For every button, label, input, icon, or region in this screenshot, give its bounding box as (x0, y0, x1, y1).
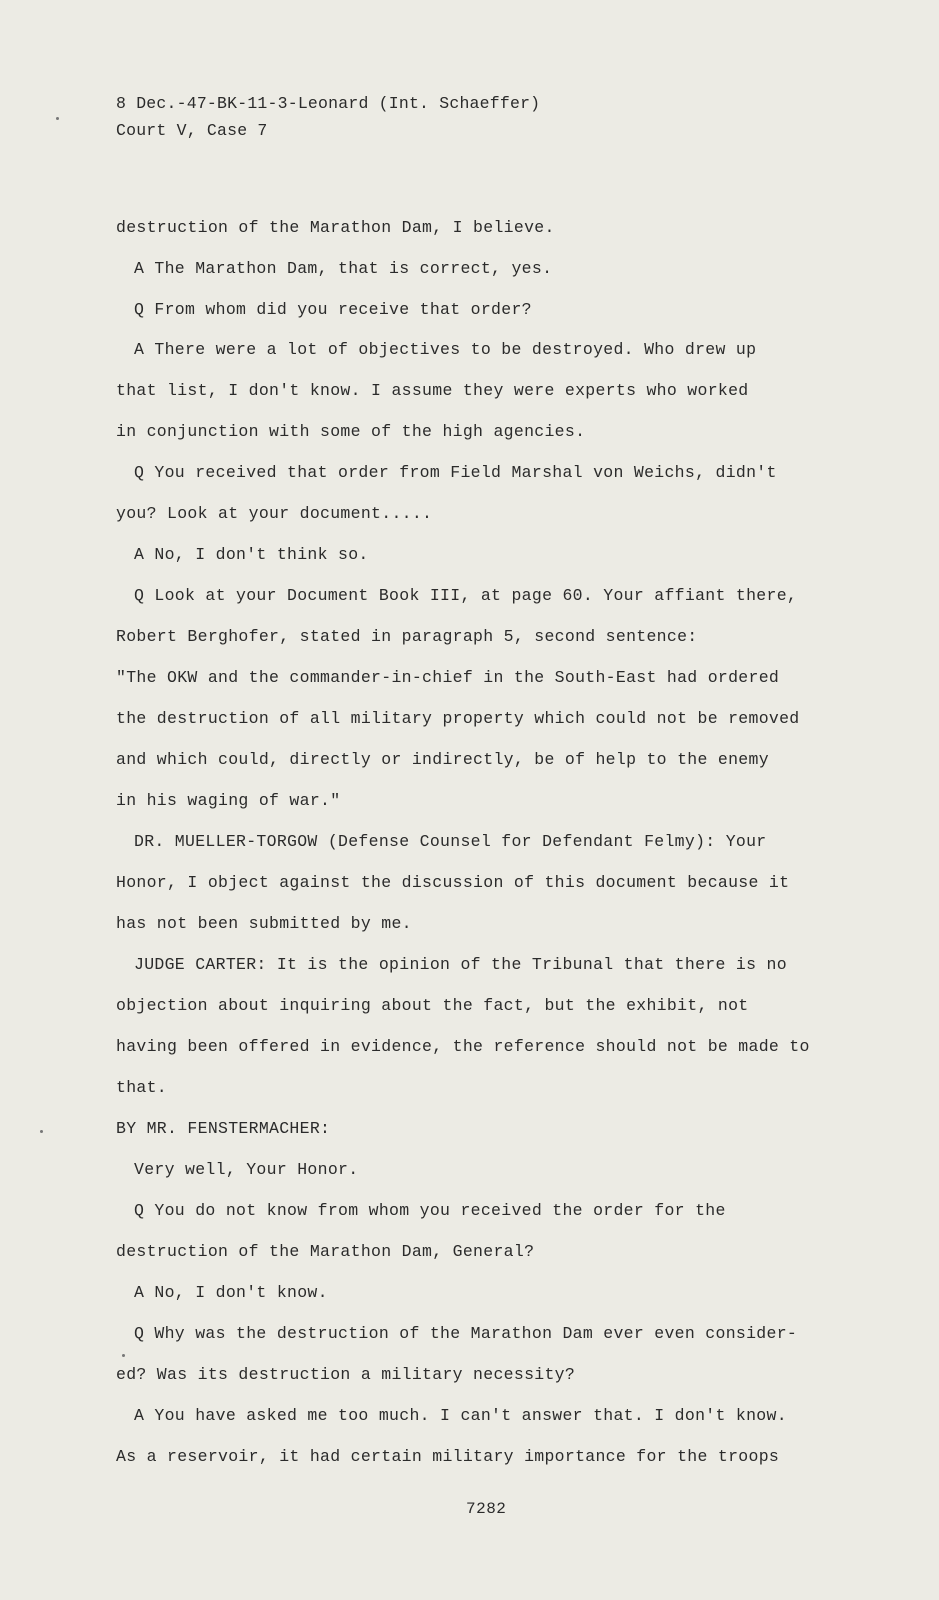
transcript-line: Honor, I object against the discussion of this document because it (116, 873, 790, 892)
transcript-line: the destruction of all military property which could not be removed (116, 709, 800, 728)
transcript-line: DR. MUELLER-TORGOW (Defense Counsel for Defendant Felmy): Your (134, 832, 767, 851)
paper-speck (122, 1354, 125, 1357)
transcript-line: that. (116, 1078, 168, 1097)
transcript-line: in his waging of war." (116, 791, 341, 810)
transcript-line: destruction of the Marathon Dam, I believe. (116, 218, 555, 237)
page-number: 7282 (466, 1500, 507, 1518)
transcript-line: in conjunction with some of the high agencies. (116, 422, 586, 441)
transcript-line: ed? Was its destruction a military necessity? (116, 1365, 576, 1384)
transcript-line: having been offered in evidence, the reference should not be made to (116, 1037, 810, 1056)
header-line-2: Court V, Case 7 (116, 121, 268, 140)
transcript-line: Q Look at your Document Book III, at page 60. Your affiant there, (134, 586, 798, 605)
transcript-line: A No, I don't know. (134, 1283, 328, 1302)
transcript-line: Very well, Your Honor. (134, 1160, 359, 1179)
transcript-line: destruction of the Marathon Dam, General? (116, 1242, 535, 1261)
transcript-line: Q You do not know from whom you received the order for the (134, 1201, 726, 1220)
transcript-line: and which could, directly or indirectly, be of help to the enemy (116, 750, 769, 769)
paper-speck (40, 1130, 43, 1133)
transcript-line: A You have asked me too much. I can't answer that. I don't know. (134, 1406, 787, 1425)
transcript-line: "The OKW and the commander-in-chief in the South-East had ordered (116, 668, 780, 687)
transcript-line: Q From whom did you receive that order? (134, 300, 532, 319)
transcript-line: you? Look at your document..... (116, 504, 433, 523)
transcript-line: A No, I don't think so. (134, 545, 369, 564)
transcript-line: Q Why was the destruction of the Marathon Dam ever even consider- (134, 1324, 798, 1343)
header-line-1: 8 Dec.-47-BK-11-3-Leonard (Int. Schaeffer) (116, 94, 541, 113)
transcript-line: A There were a lot of objectives to be destroyed. Who drew up (134, 340, 757, 359)
transcript-line: Robert Berghofer, stated in paragraph 5, second sentence: (116, 627, 698, 646)
transcript-line: has not been submitted by me. (116, 914, 412, 933)
document-header (116, 90, 540, 144)
transcript-line: objection about inquiring about the fact, but the exhibit, not (116, 996, 749, 1015)
transcript-line: BY MR. FENSTERMACHER: (116, 1119, 331, 1138)
transcript-line: As a reservoir, it had certain military importance for the troops (116, 1447, 780, 1466)
transcript-line: that list, I don't know. I assume they were experts who worked (116, 381, 749, 400)
transcript-line: A The Marathon Dam, that is correct, yes. (134, 259, 553, 278)
paper-speck (56, 117, 59, 120)
transcript-line: Q You received that order from Field Marshal von Weichs, didn't (134, 463, 777, 482)
transcript-line: JUDGE CARTER: It is the opinion of the Tribunal that there is no (134, 955, 787, 974)
